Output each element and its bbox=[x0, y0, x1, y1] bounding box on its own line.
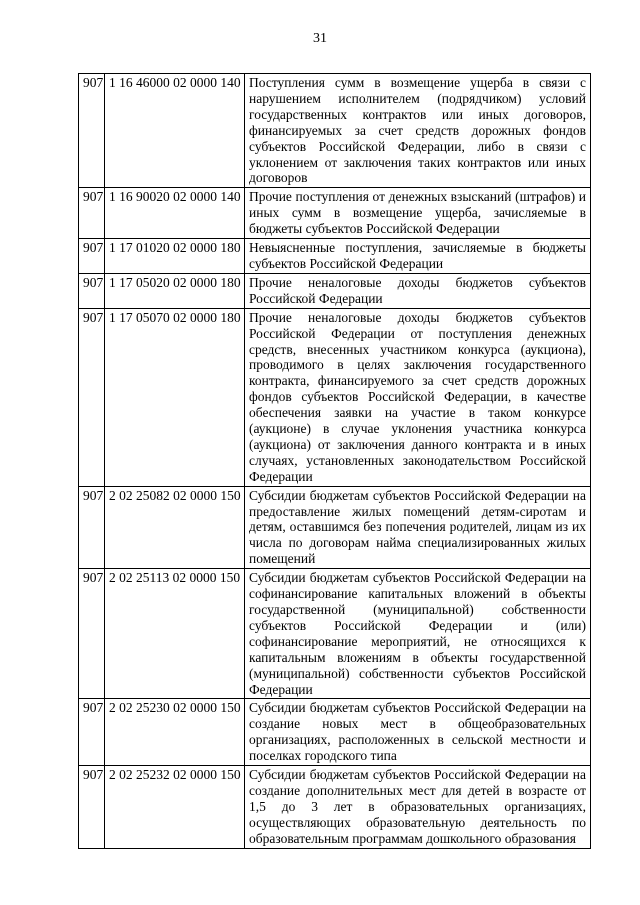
table-row bbox=[79, 486, 591, 569]
page-number: 31 bbox=[313, 31, 327, 46]
description-cell: Субсидии бюджетам субъектов Российской Федерации на предоставление жилых помещений детям-сиротам и детям, оставшимся без попечения родителей, лицам из их числа по договорам найма специализированных жилых помещений bbox=[245, 486, 591, 569]
description-cell: Субсидии бюджетам субъектов Российской Федерации на создание дополнительных мест для детей в возрасте от 1,5 до 3 лет в образовательных организациях, осуществляющих образовательную деятельность по образовательным программам дошкольного образования bbox=[245, 766, 591, 849]
admin-code-cell: 907 bbox=[79, 74, 105, 188]
kbk-code-cell: 1 17 01020 02 0000 180 bbox=[105, 239, 245, 274]
table-row bbox=[79, 74, 591, 188]
admin-code-cell: 907 bbox=[79, 308, 105, 486]
admin-code-cell: 907 bbox=[79, 273, 105, 308]
description-cell: Субсидии бюджетам субъектов Российской Федерации на создание новых мест в общеобразовательных организациях, расположенных в сельской местности и поселках городского типа bbox=[245, 699, 591, 766]
table-row bbox=[79, 766, 591, 849]
table-row bbox=[79, 699, 591, 766]
description-cell: Поступления сумм в возмещение ущерба в связи с нарушением исполнителем (подрядчиком) условий государственных контрактов или иных договоров, финансируемых за счет средств дорожных фондов субъектов Российской Федерации, либо в связи с уклонением от заключения таких контрактов или иных договоров bbox=[245, 74, 591, 188]
description-cell: Прочие неналоговые доходы бюджетов субъектов Российской Федерации bbox=[245, 273, 591, 308]
description-cell: Прочие поступления от денежных взысканий (штрафов) и иных сумм в возмещение ущерба, зачисляемые в бюджеты субъектов Российской Федерации bbox=[245, 188, 591, 239]
admin-code-cell: 907 bbox=[79, 239, 105, 274]
kbk-code-cell: 2 02 25232 02 0000 150 bbox=[105, 766, 245, 849]
admin-code-cell: 907 bbox=[79, 569, 105, 699]
kbk-code-cell: 1 17 05070 02 0000 180 bbox=[105, 308, 245, 486]
kbk-code-cell: 2 02 25113 02 0000 150 bbox=[105, 569, 245, 699]
table-row bbox=[79, 308, 591, 486]
table-row bbox=[79, 569, 591, 699]
table-row bbox=[79, 273, 591, 308]
admin-code-cell: 907 bbox=[79, 699, 105, 766]
kbk-code-cell: 2 02 25230 02 0000 150 bbox=[105, 699, 245, 766]
admin-code-cell: 907 bbox=[79, 766, 105, 849]
kbk-code-cell: 1 16 90020 02 0000 140 bbox=[105, 188, 245, 239]
kbk-code-cell: 1 16 46000 02 0000 140 bbox=[105, 74, 245, 188]
revenue-classification-table bbox=[78, 73, 591, 849]
table-row bbox=[79, 188, 591, 239]
kbk-code-cell: 2 02 25082 02 0000 150 bbox=[105, 486, 245, 569]
kbk-code-cell: 1 17 05020 02 0000 180 bbox=[105, 273, 245, 308]
description-cell: Невыясненные поступления, зачисляемые в бюджеты субъектов Российской Федерации bbox=[245, 239, 591, 274]
admin-code-cell: 907 bbox=[79, 486, 105, 569]
admin-code-cell: 907 bbox=[79, 188, 105, 239]
description-cell: Прочие неналоговые доходы бюджетов субъектов Российской Федерации от поступления денежных средств, внесенных участником конкурса (аукциона), проводимого в целях заключения государственного контракта, финансируемого за счет средств дорожных фондов субъектов Российской Федерации, в качестве обеспечения заявки на участие в таком конкурсе (аукционе) в случае уклонения участника конкурса (аукциона) от заключения данного контракта и в иных случаях, установленных законодательством Российской Федерации bbox=[245, 308, 591, 486]
description-cell: Субсидии бюджетам субъектов Российской Федерации на софинансирование капитальных вложений в объекты государственной (муниципальной) собственности субъектов Российской Федерации и (или) софинансирование мероприятий, не относящихся к капитальным вложениям в объекты государственной (муниципальной) собственности субъектов Российской Федерации bbox=[245, 569, 591, 699]
table-row bbox=[79, 239, 591, 274]
